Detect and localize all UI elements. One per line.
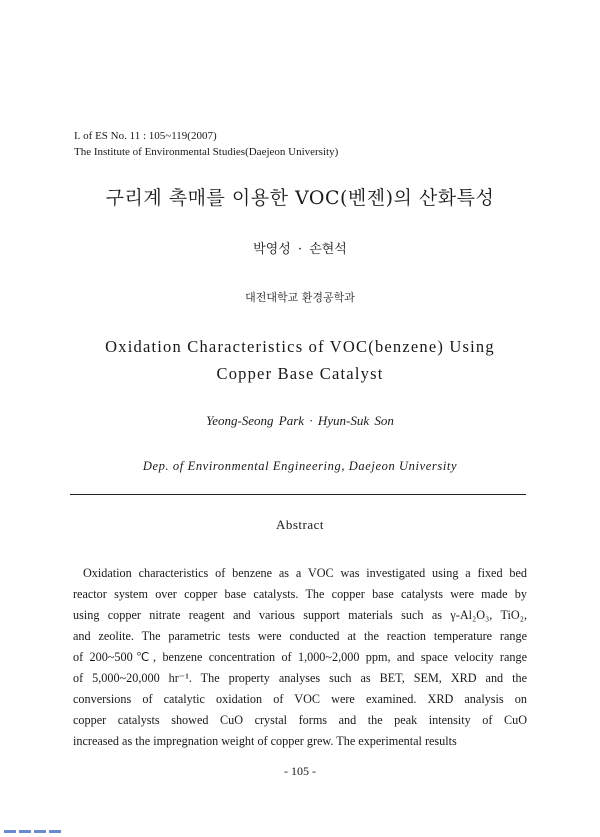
authors-korean: 박영성 · 손현석 xyxy=(253,242,347,257)
marker-segment xyxy=(34,830,46,833)
abstract-line: reactor system over copper base catalysts. The copper base catalysts were made by xyxy=(73,587,527,601)
title-english-line-1: Oxidation Characteristics of VOC(benzene) Using xyxy=(105,337,495,356)
title-english xyxy=(0,333,600,387)
abstract-line: using copper nitrate reagent and various support materials such as γ-Al₂O₃, TiO₂, xyxy=(73,608,527,622)
marker-segment xyxy=(49,830,61,833)
journal-citation xyxy=(74,128,338,160)
abstract-line: and zeolite. The parametric tests were conducted at the reaction temperature range xyxy=(73,629,527,643)
title-korean: 구리계 촉매를 이용한 VOC(벤젠)의 산화특성 xyxy=(105,187,495,209)
journal-institute: The Institute of Environmental Studies(Daejeon University) xyxy=(74,146,339,158)
affiliation-korean: 대전대학교 환경공학과 xyxy=(245,291,355,304)
affiliation-english: Dep. of Environmental Engineering, Daejeon University xyxy=(142,459,458,473)
abstract-line: of 5,000~20,000 hr⁻¹. The property analyses such as BET, SEM, XRD and the xyxy=(73,671,527,685)
abstract-body xyxy=(73,563,527,752)
journal-issue: I. of ES No. 11 : 105~119(2007) xyxy=(74,130,217,142)
abstract-line: increased as the impregnation weight of copper grew. The experimental results xyxy=(73,734,457,748)
marker-segment xyxy=(19,830,31,833)
abstract-line: of 200~500℃, benzene concentration of 1,000~2,000 ppm, and space velocity range xyxy=(73,650,527,664)
abstract-heading: Abstract xyxy=(275,517,325,532)
abstract-line: copper catalysts showed CuO crystal forms and the peak intensity of CuO xyxy=(73,713,527,727)
page-number: - 105 - xyxy=(284,764,316,778)
abstract-line: Oxidation characteristics of benzene as a VOC was investigated using a fixed bed xyxy=(83,566,527,580)
authors-english: Yeong-Seong Park · Hyun-Suk Son xyxy=(206,413,394,428)
section-divider xyxy=(70,494,526,495)
title-english-line-2: Copper Base Catalyst xyxy=(216,364,384,383)
marker-segment xyxy=(4,830,16,833)
corner-marker xyxy=(4,818,70,824)
abstract-line: conversions of catalytic oxidation of VOC were examined. XRD analysis on xyxy=(73,692,527,706)
